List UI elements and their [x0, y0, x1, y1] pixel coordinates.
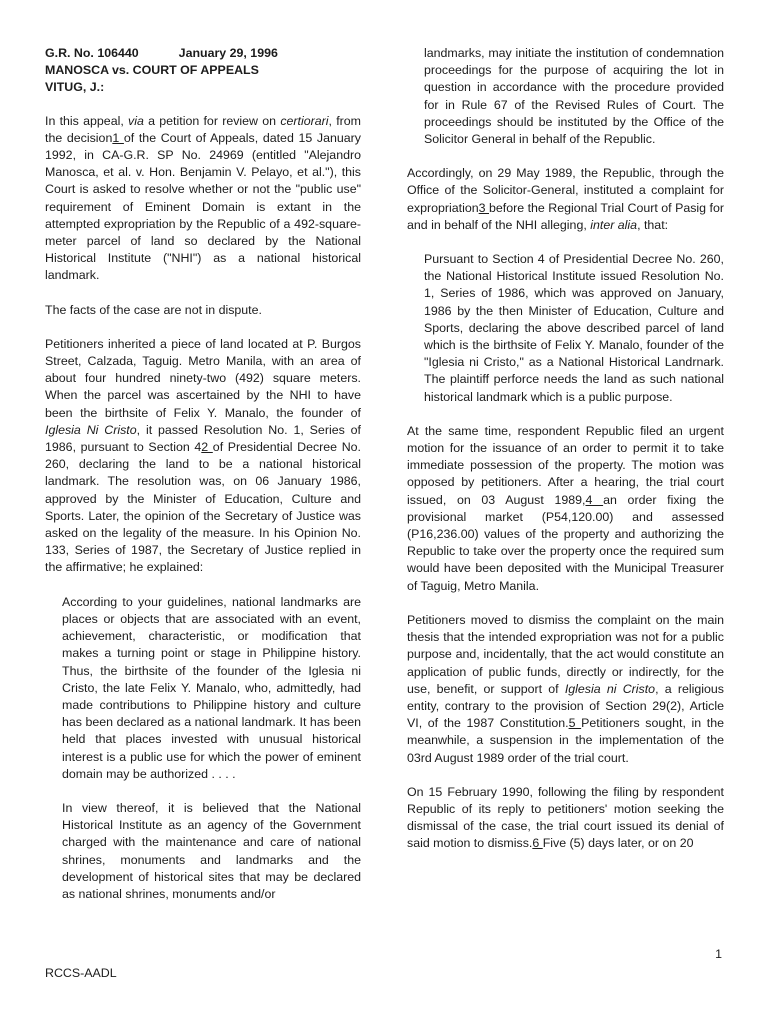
caption-line-1 [45, 45, 361, 62]
footnote-4-link[interactable]: 4 [585, 492, 604, 507]
footnote-2-link[interactable]: 2 [201, 440, 213, 455]
footnote-6-link[interactable]: 6 [532, 836, 543, 851]
case-title: MANOSCA vs. COURT OF APPEALS [45, 63, 259, 78]
ponente: VITUG, J.: [45, 80, 105, 95]
right-column [407, 45, 724, 870]
left-column [45, 45, 361, 920]
footnote-1-link[interactable]: 1 [112, 130, 124, 145]
paragraph-2: The facts of the case are not in dispute. [45, 302, 262, 317]
block-quote-2-continued: landmarks, may initiate the institution of condemnation proceedings for the purpose of acquiring the lot in question in accordance with the procedure provided for in Rule 67 of the Revised Rules of Court. The proceedings should be instituted by the Office of the Solicitor General in behalf of the Republic. [424, 46, 724, 147]
page-number: 1 [715, 947, 722, 961]
case-caption [45, 45, 361, 97]
footnote-5-link[interactable]: 5 [568, 716, 582, 731]
decision-date: January 29, 1996 [178, 46, 278, 60]
block-quote-2: In view thereof, it is believed that the National Historical Institute as an agency of the Government charged with the maintenance and care of national shrines, monuments and landmarks and the development of historical sites that may be declared as national shrines, monuments and/or [62, 800, 361, 901]
footer-label: RCCS-AADL [45, 966, 117, 980]
paragraph-7: On 15 February 1990, following the filing by respondent Republic of its reply to petitioners' motion seeking the dismissal of the case, the trial court issued its denial of said motion to dismiss.6 Five (5) days later, or on 20 [407, 784, 724, 851]
paragraph-3: Petitioners inherited a piece of land located at P. Burgos Street, Calzada, Taguig. Metro Manila, with an area of about four hundred ninety-two (492) square meters. When the parcel was ascertained by the NHI to have been the birthsite of Felix Y. Manalo, the founder of Iglesia Ni Cristo, it passed Resolution No. 1, Series of 1986, pursuant to Section 42 of Presidential Decree No. 260, declaring the land to be a national historical landmark. The resolution was, on 06 January 1986, approved by the Minister of Education, Culture and Sports. Later, the opinion of the Secretary of Justice was asked on the legality of the measure. In his Opinion No. 133, Series of 1987, the Secretary of Justice replied in the affirmative; he explained: [45, 336, 361, 575]
paragraph-4: Accordingly, on 29 May 1989, the Republic, through the Office of the Solicitor-General, instituted a complaint for expropriation3 before the Regional Trial Court of Pasig for and in behalf of the NHI alleging, inter alia, that: [407, 166, 724, 232]
paragraph-1: In this appeal, via a petition for review on certiorari, from the decision1 of the Court of Appeals, dated 15 January 1992, in CA-G.R. SP No. 24969 (entitled "Alejandro Manosca, et al. v. Hon. Benjamin V. Pelayo, et al."), this Court is asked to resolve whether or not the "public use" requirement of Eminent Domain is extant in the attempted expropriation by the Republic of a 492-square-meter parcel of land so declared by the National Historical Institute ("NHI") as a national historical landmark. [45, 113, 361, 283]
paragraph-6: Petitioners moved to dismiss the complaint on the main thesis that the intended expropriation was not for a public purpose and, incidentally, that the act would constitute an application of public funds, directly or indirectly, for the use, benefit, or support of Iglesia ni Cristo, a religious entity, contrary to the provision of Section 29(2), Article VI, of the 1987 Constitution.5 Petitioners sought, in the meanwhile, a suspension in the implementation of the 03rd August 1989 order of the trial court. [407, 612, 724, 765]
paragraph-5: At the same time, respondent Republic filed an urgent motion for the issuance of an order to permit it to take immediate possession of the property. The motion was opposed by petitioners. After a hearing, the trial court issued, on 03 August 1989,4 an order fixing the provisional market (P54,120.00) and assessed (P16,236.00) values of the property and authorizing the Republic to take over the property once the required sum would have been deposited with the Municipal Treasurer of Taguig, Metro Manila. [407, 423, 725, 593]
footnote-3-link[interactable]: 3 [478, 200, 489, 215]
block-quote-3: Pursuant to Section 4 of Presidential Decree No. 260, the National Historical Institute issued Resolution No. 1, Series of 1986, which was approved on January, 1986 by the then Minister of Education, Culture and Sports, declaring the above described parcel of land which is the birthsite of Felix Y. Manalo, founder of the "Iglesia ni Cristo," as a National Historical Landrnark. The plaintiff perforce needs the land as such national historical landmark which is a public purpose. [424, 252, 724, 404]
gr-number: G.R. No. 106440 [45, 46, 139, 60]
block-quote-1: According to your guidelines, national landmarks are places or objects that are associated with an event, achievement, characteristic, or modification that makes a turning point or stage in Philippine history. Thus, the birthsite of the founder of the Iglesia ni Cristo, the late Felix Y. Manalo, who, admittedly, had made contributions to Philippine history and culture has been declared as a national landmark. It has been held that places invested with unusual historical interest is a public use for which the power of eminent domain may be authorized . . . . [62, 594, 361, 781]
